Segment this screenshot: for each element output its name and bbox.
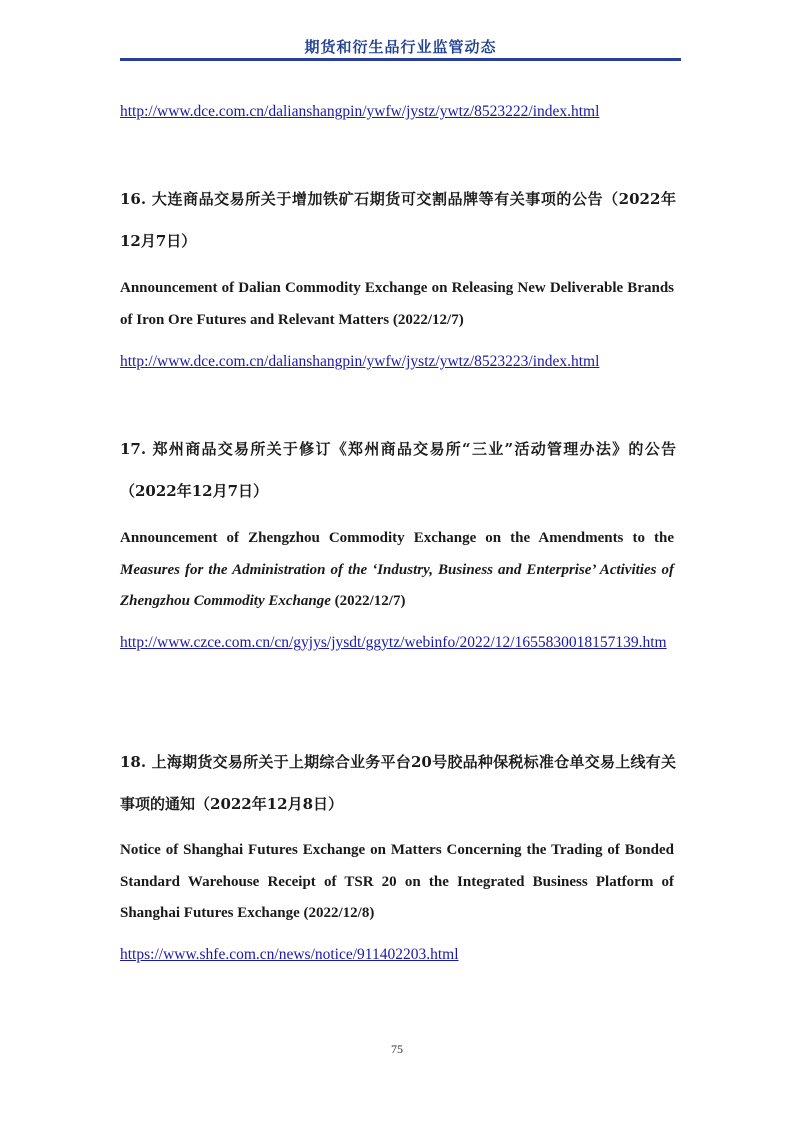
page-number: 75 xyxy=(391,1042,403,1056)
running-header: 期货和衍生品行业监管动态 xyxy=(304,38,497,56)
item-17-number: 17. xyxy=(120,440,147,458)
item-18-title-en: Notice of Shanghai Futures Exchange on Matters Concerning the Trading of Bonded Standard Warehouse Receipt of TSR 20 on the Integrated Business Platform of Shanghai Futures Exchange (2022/12/8) xyxy=(120,842,674,921)
item-17-title-zh xyxy=(120,428,676,512)
item-17-title-en-suffix: (2022/12/7) xyxy=(330,593,406,609)
item-16-link[interactable]: http://www.dce.com.cn/dalianshangpin/ywfw/jystz/ywtz/8523223/index.html xyxy=(120,353,600,370)
item-17-title-zh-text: 郑州商品交易所关于修订《郑州商品交易所“三业”活动管理办法》的公告（2022年12月7日） xyxy=(120,440,676,500)
item-18-number: 18. xyxy=(120,753,147,771)
item-18-title-zh xyxy=(120,741,676,825)
item-16-title-zh xyxy=(120,178,676,262)
item-16-number: 16. xyxy=(120,190,147,208)
item-17-title-en-italic: Measures for the Administration of the ‘Industry, Business and Enterprise’ Activities of Zhengzhou Commodity Exchange xyxy=(120,561,674,609)
item-16-title-en: Announcement of Dalian Commodity Exchange on Releasing New Deliverable Brands of Iron Ore Futures and Relevant Matters (2022/12/7) xyxy=(120,280,674,328)
header-divider xyxy=(120,58,681,61)
item-18-title-zh-text: 上海期货交易所关于上期综合业务平台20号胶品种保税标准仓单交易上线有关事项的通知（2022年12月8日） xyxy=(120,753,676,813)
item-16-title-zh-text: 大连商品交易所关于增加铁矿石期货可交割品牌等有关事项的公告（2022年12月7日） xyxy=(120,190,676,250)
item-18-link[interactable]: https://www.shfe.com.cn/news/notice/911402203.html xyxy=(120,946,459,963)
item-17-title-en-prefix: Announcement of Zhengzhou Commodity Exchange on the Amendments to the xyxy=(120,530,674,546)
item-17-link[interactable]: http://www.czce.com.cn/cn/gyjys/jysdt/ggytz/webinfo/2022/12/1655830018157139.htm xyxy=(120,634,667,651)
item-17-title-en xyxy=(120,523,674,618)
item-15-link[interactable]: http://www.dce.com.cn/dalianshangpin/ywfw/jystz/ywtz/8523222/index.html xyxy=(120,103,600,120)
